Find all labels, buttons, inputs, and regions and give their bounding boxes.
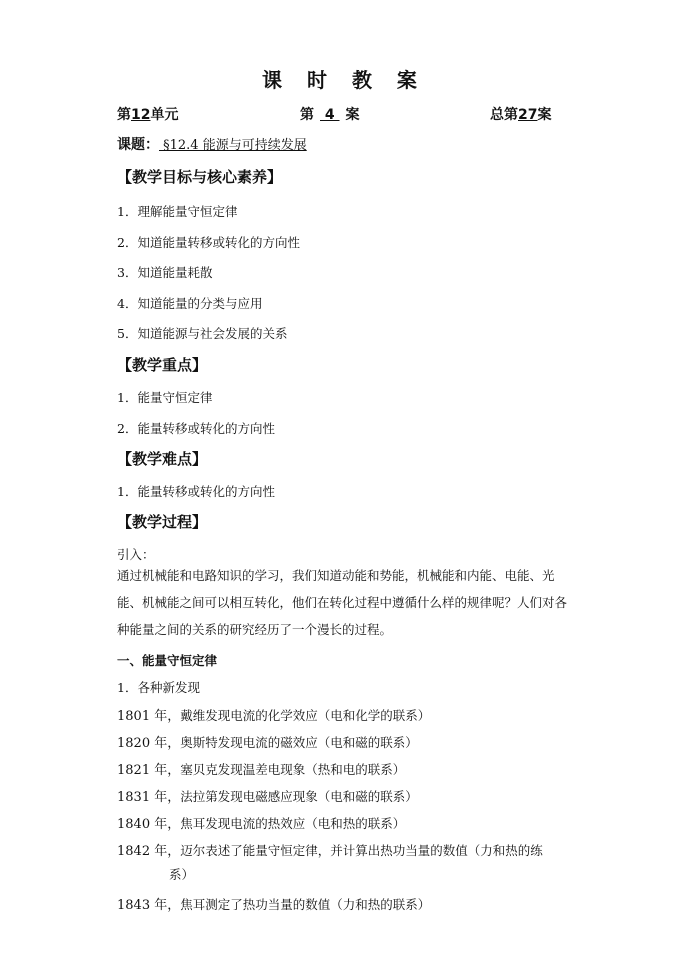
course-topic: 课题： §12.4 能源与可持续发展: [117, 137, 307, 153]
key-point-item: 1．能量守恒定律: [117, 390, 213, 405]
section-process-heading: 【教学过程】: [117, 513, 208, 531]
item1-title: 1．各种新发现: [117, 680, 200, 695]
goal-item: 3．知道能量耗散: [117, 265, 213, 280]
course-name: §12.4 能源与可持续发展: [159, 138, 307, 153]
difficult-point-item: 1．能量转移或转化的方向性: [117, 484, 275, 499]
history-item: 1801 年，戴维发现电流的化学效应（电和化学的联系）: [117, 708, 431, 724]
history-item: 1843 年，焦耳测定了热功当量的数值（力和热的联系）: [117, 897, 431, 913]
section-key-heading: 【教学重点】: [117, 356, 208, 374]
intro-paragraph: 通过机械能和电路知识的学习，我们知道动能和势能，机械能和内能、电能、光能、机械能之间可以相互转化，他们在转化过程中遵循什么样的规律呢？人们对各种能量之间的关系的研究经历了一个漫长的过程。: [117, 568, 568, 637]
unit-number: 第12单元: [117, 107, 179, 123]
history-item: 1820 年，奥斯特发现电流的磁效应（电和磁的联系）: [117, 735, 418, 751]
history-item-continuation: 系）: [169, 867, 195, 882]
part1-title: 一、能量守恒定律: [117, 653, 218, 668]
goal-item: 4．知道能量的分类与应用: [117, 296, 263, 311]
intro-label: 引入：: [117, 547, 155, 562]
history-item: 1842 年，迈尔表述了能量守恒定律，并计算出热功当量的数值（力和热的练 系）: [117, 840, 587, 883]
history-item: 1821 年，塞贝克发现温差电现象（热和电的联系）: [117, 762, 406, 778]
page-title: 课 时 教 案: [262, 68, 426, 92]
section-goals-heading: 【教学目标与核心素养】: [117, 168, 283, 186]
total-case-number: 总第27案: [490, 107, 552, 123]
history-item: 1831 年，法拉第发现电磁感应现象（电和磁的联系）: [117, 789, 418, 805]
case-number: 第 4 案: [300, 107, 360, 123]
key-point-item: 2．能量转移或转化的方向性: [117, 421, 275, 436]
goal-item: 5．知道能源与社会发展的关系: [117, 326, 288, 341]
goal-item: 2．知道能量转移或转化的方向性: [117, 235, 300, 250]
history-item: 1840 年，焦耳发现电流的热效应（电和热的联系）: [117, 816, 406, 832]
section-difficult-heading: 【教学难点】: [117, 450, 208, 468]
goal-item: 1．理解能量守恒定律: [117, 204, 238, 219]
